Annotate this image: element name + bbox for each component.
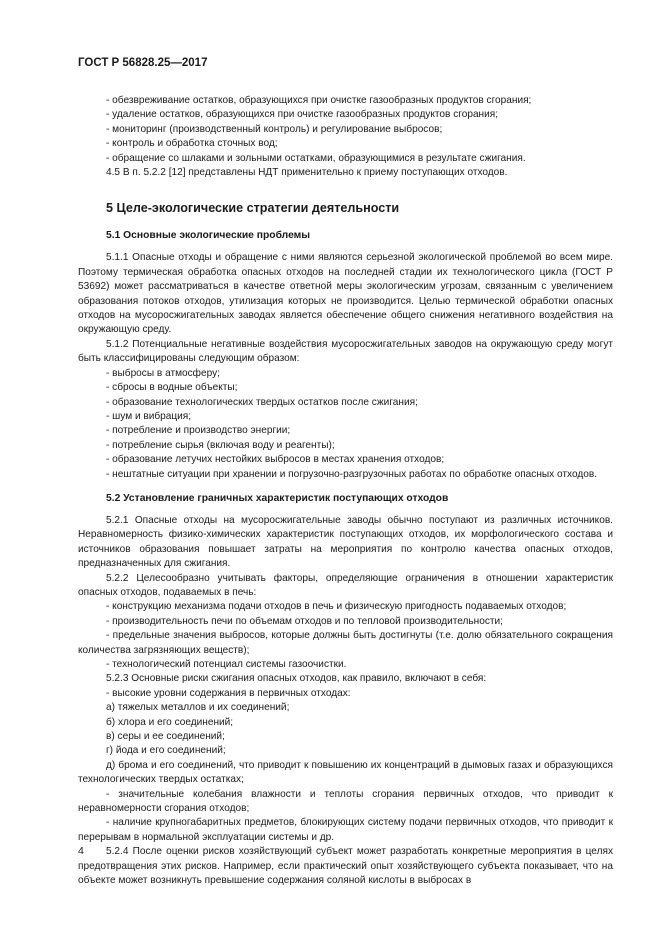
paragraph-5-2-3: 5.2.3 Основные риски сжигания опасных отходов, как правило, включают в себя: [106, 673, 487, 685]
paragraph-5-1-2: 5.1.2 Потенциальные негативные воздействия мусоросжигательных заводов на окружающую среду могут быть классифицированы следующим образом: [78, 338, 613, 365]
list-item: - шум и вибрация; [106, 410, 192, 422]
list-item: а) тяжелых металлов и их соединений; [106, 702, 290, 714]
list-item: г) йода и его соединений; [106, 745, 226, 757]
list-item: - предельные значения выбросов, которые должны быть достигнуты (т.е. долю обязательного сокращения количества загрязняющих веществ); [78, 630, 613, 656]
list-item: - значительные колебания влажности и теплоты сгорания первичных отходов, что приводит к неравномерности сгорания отходов; [78, 788, 613, 815]
document-header: ГОСТ Р 56828.25—2017 [78, 57, 208, 69]
list-item: - наличие крупногабаритных предметов, блокирующих систему подачи первичных отходов, что приводит к перерывам в нормальной эксплуатации системы и др. [78, 817, 613, 843]
list-item: - потребление сырья (включая воду и реагенты); [106, 439, 335, 451]
subsection-5-2-title: 5.2 Установление граничных характеристик поступающих отходов [106, 492, 449, 504]
section-5-title: 5 Целе-экологические стратегии деятельности [106, 201, 400, 216]
list-item: - выбросы в атмосферу; [106, 367, 220, 379]
list-item: - сбросы в водные объекты; [106, 382, 238, 394]
list-item: - контроль и обработка сточных вод; [106, 138, 278, 150]
subsection-5-1-title: 5.1 Основные экологические проблемы [106, 230, 311, 242]
list-item: д) брома и его соединений, что приводит к повышению их концентраций в дымовых газах и образующихся технологических твердых остатках; [78, 759, 613, 786]
document-body [78, 94, 613, 889]
list-item: - обращение со шлаками и зольными остатками, образующимися в результате сжигания. [106, 152, 526, 164]
list-item: - конструкцию механизма подачи отходов в печь и физическую пригодность подаваемых отходов; [106, 601, 567, 613]
list-item: - высокие уровни содержания в первичных отходах: [106, 687, 351, 699]
page-number: 4 [78, 845, 84, 857]
list-item: - потребление и производство энергии; [106, 425, 291, 437]
list-item: - обезвреживание остатков, образующихся при очистке газообразных продуктов сгорания; [106, 95, 532, 106]
paragraph-5-2-4: 5.2.4 После оценки рисков хозяйствующий субъект может разработать конкретные мероприятия в целях предотвращения этих рисков. Например, если практический опыт хозяйствующего субъекта показывает, что на объекте может возникнуть превышение содержания соляной кислоты в выбросах в [78, 846, 613, 887]
list-item: - нештатные ситуации при хранении и погрузочно-разгрузочных работах по обработке опасных отходов. [106, 468, 598, 480]
list-item: - удаление остатков, образующихся при очистке газообразных продуктов сгорания; [106, 109, 499, 121]
list-item: б) хлора и его соединений; [106, 716, 234, 728]
paragraph-5-2-1: 5.2.1 Опасные отходы на мусоросжигательные заводы обычно поступают из различных источников. Неравномерность физико-химических характеристик поступающих отходов, их морфологического состава и источников образования повышает затраты на мероприятия по контролю качества опасных отходов, предназначенных для сжигания. [78, 514, 613, 570]
list-item: - технологический потенциал системы газоочистки. [106, 659, 347, 670]
list-item: в) серы и ее соединений; [106, 731, 225, 743]
paragraph-5-1-1: 5.1.1 Опасные отходы и обращение с ними являются серьезной экологической проблемой во всем мире. Поэтому термическая обработка опасных отходов на последней стадии их технологического цикла (ГОСТ Р 53692) может рассматриваться в качестве ответной меры экологическим угрозам, связанным с увеличением образования потоков отходов, утилизация которых не производится. Целью термической обработки опасных отходов на мусоросжигательных заводах является обеспечение общего снижения негативного воздействия на окружающую среду. [78, 252, 613, 336]
list-item: - образование технологических твердых остатков после сжигания; [106, 396, 418, 408]
list-item: - мониторинг (производственный контроль) и регулирование выбросов; [106, 123, 443, 135]
paragraph-4-5: 4.5 В п. 5.2.2 [12] представлены НДТ применительно к приему поступающих отходов. [106, 167, 508, 179]
list-item: - производительность печи по объемам отходов и по тепловой производительности; [106, 615, 503, 627]
list-item: - образование летучих нестойких выбросов в местах хранения отходов; [106, 454, 445, 466]
paragraph-5-2-2: 5.2.2 Целесообразно учитывать факторы, определяющие ограничения в отношении характеристик опасных отходов, подаваемых в печь: [78, 572, 613, 598]
